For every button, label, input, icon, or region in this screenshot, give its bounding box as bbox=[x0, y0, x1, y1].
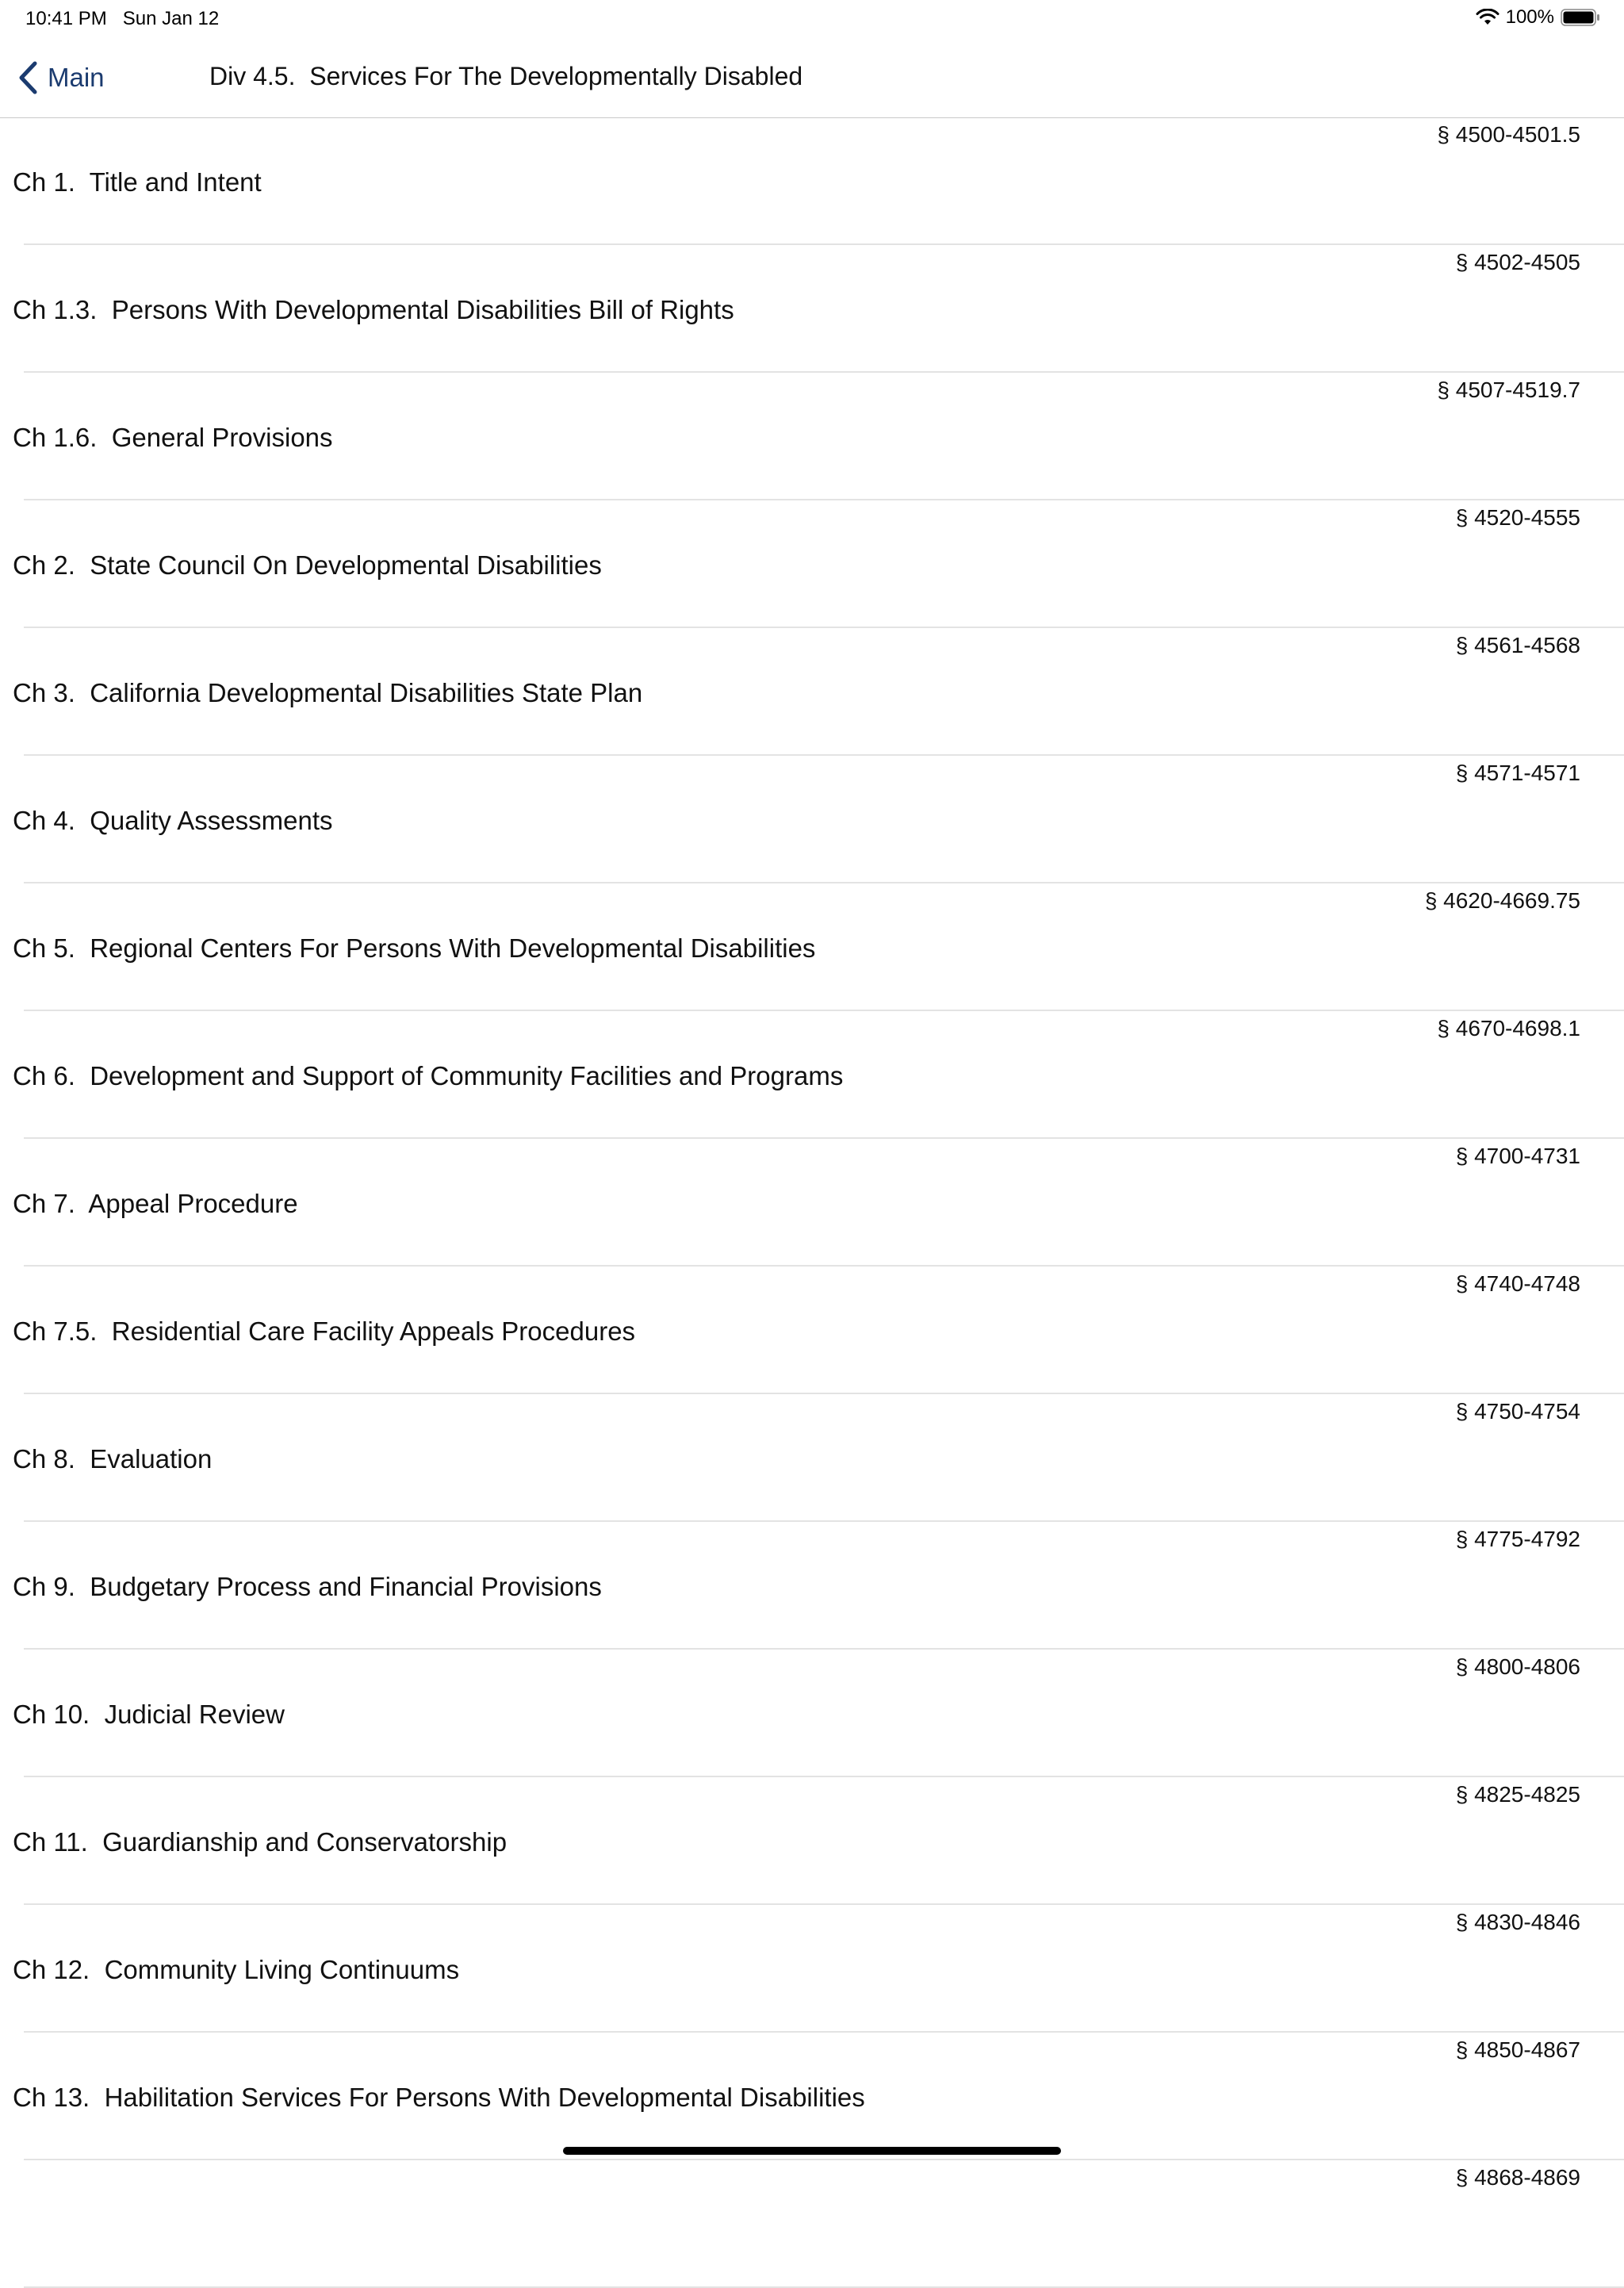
chapter-title: Ch 6. Development and Support of Community Facilities and Programs bbox=[13, 1061, 844, 1090]
section-range: § 4500-4501.5 bbox=[1437, 122, 1580, 147]
chapter-list bbox=[0, 117, 1624, 2288]
chapter-title: Ch 1.6. General Provisions bbox=[13, 423, 333, 452]
section-range: § 4520-4555 bbox=[1455, 505, 1580, 530]
chapter-row[interactable] bbox=[13, 1905, 1624, 2033]
chapter-title: Ch 11. Guardianship and Conservatorship bbox=[13, 1827, 508, 1857]
navigation-bar bbox=[0, 38, 1624, 118]
chapter-row[interactable] bbox=[13, 1267, 1624, 1394]
chapter-row[interactable] bbox=[13, 883, 1624, 1011]
chapter-title: Ch 5. Regional Centers For Persons With Developmental Disabilities bbox=[13, 933, 816, 963]
section-range: § 4868-4869 bbox=[1455, 2165, 1580, 2190]
chapter-title: Ch 2. State Council On Developmental Disabilities bbox=[13, 550, 602, 580]
chapter-row[interactable] bbox=[13, 373, 1624, 500]
chapter-title: Ch 7.5. Residential Care Facility Appeals Procedures bbox=[13, 1316, 636, 1346]
section-range: § 4750-4754 bbox=[1455, 1399, 1580, 1424]
section-range: § 4700-4731 bbox=[1455, 1144, 1580, 1168]
chapter-row[interactable] bbox=[13, 2033, 1624, 2160]
chapter-row[interactable] bbox=[13, 1777, 1624, 1905]
chapter-title: Ch 8. Evaluation bbox=[13, 1444, 213, 1474]
section-range: § 4775-4792 bbox=[1455, 1527, 1580, 1551]
section-range: § 4502-4505 bbox=[1455, 250, 1580, 274]
chapter-title: Ch 9. Budgetary Process and Financial Provisions bbox=[13, 1572, 602, 1601]
status-indicators bbox=[1476, 6, 1600, 29]
section-range: § 4830-4846 bbox=[1455, 1910, 1580, 1934]
chapter-row[interactable] bbox=[13, 1011, 1624, 1139]
chapter-title: Ch 1. Title and Intent bbox=[13, 167, 262, 197]
chapter-row[interactable] bbox=[13, 756, 1624, 883]
status-bar bbox=[0, 0, 1624, 38]
chapter-row[interactable] bbox=[13, 628, 1624, 756]
chapter-title: Ch 7. Appeal Procedure bbox=[13, 1189, 298, 1218]
section-range: § 4561-4568 bbox=[1455, 633, 1580, 657]
section-range: § 4670-4698.1 bbox=[1437, 1016, 1580, 1041]
section-range: § 4620-4669.75 bbox=[1424, 888, 1580, 913]
chapter-row[interactable] bbox=[24, 2160, 1624, 2288]
chapter-title: Ch 4. Quality Assessments bbox=[13, 806, 333, 835]
section-range: § 4507-4519.7 bbox=[1437, 378, 1580, 402]
back-button[interactable] bbox=[17, 56, 105, 100]
chapter-row[interactable] bbox=[13, 1139, 1624, 1267]
chapter-title: Ch 3. California Developmental Disabilities State Plan bbox=[13, 678, 643, 707]
battery-icon bbox=[1561, 9, 1600, 26]
chapter-row[interactable] bbox=[13, 117, 1624, 245]
section-range: § 4825-4825 bbox=[1455, 1782, 1580, 1807]
chapter-row[interactable] bbox=[13, 1522, 1624, 1650]
section-range: § 4850-4867 bbox=[1455, 2037, 1580, 2062]
section-range: § 4740-4748 bbox=[1455, 1271, 1580, 1296]
chapter-row[interactable] bbox=[13, 245, 1624, 373]
chapter-title: Ch 10. Judicial Review bbox=[13, 1700, 285, 1729]
chapter-title: Ch 13. Habilitation Services For Persons With Developmental Disabilities bbox=[13, 2083, 865, 2112]
section-range: § 4800-4806 bbox=[1455, 1654, 1580, 1679]
back-label: Main bbox=[48, 63, 105, 92]
wifi-icon bbox=[1476, 9, 1500, 26]
battery-percent: 100% bbox=[1505, 6, 1554, 28]
chapter-row[interactable] bbox=[13, 500, 1624, 628]
chevron-left-icon bbox=[17, 60, 38, 95]
chapter-row[interactable] bbox=[13, 1650, 1624, 1777]
chapter-title: Ch 1.3. Persons With Developmental Disabilities Bill of Rights bbox=[13, 295, 734, 324]
home-indicator[interactable] bbox=[563, 2147, 1061, 2155]
chapter-row[interactable] bbox=[13, 1394, 1624, 1522]
chapter-title: Ch 12. Community Living Continuums bbox=[13, 1955, 460, 1984]
status-time: 10:41 PM Sun Jan 12 bbox=[25, 8, 220, 29]
page-title: Div 4.5. Services For The Developmentally Disabled bbox=[209, 62, 803, 90]
section-range: § 4571-4571 bbox=[1455, 761, 1580, 785]
